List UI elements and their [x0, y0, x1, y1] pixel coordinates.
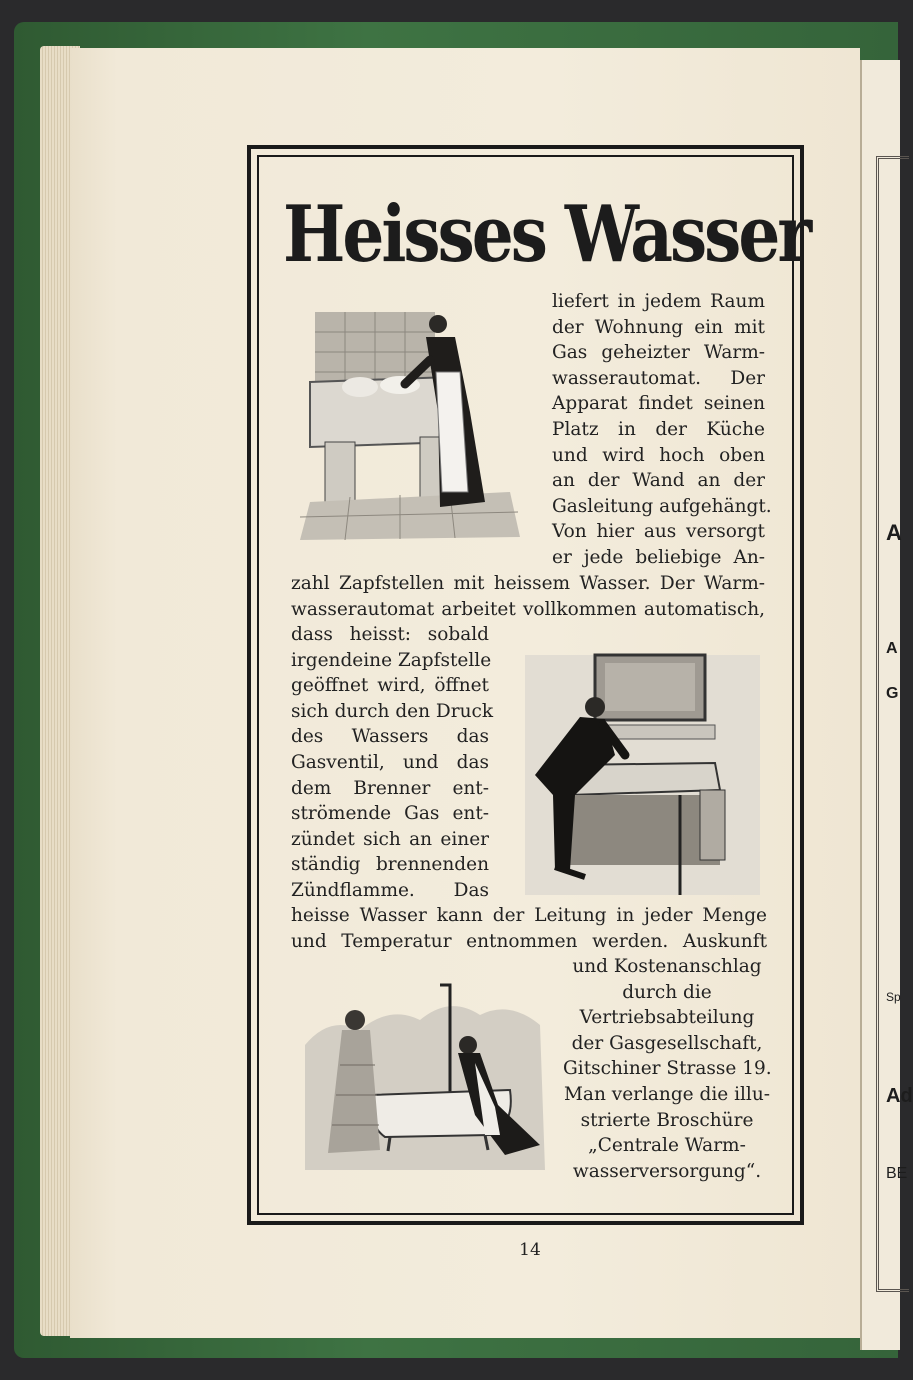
text-line: an der Wand an der: [552, 470, 765, 492]
facing-page-border: [876, 156, 909, 1292]
text-line: heisse Wasser kann der Leitung in jeder Menge: [291, 905, 767, 926]
text-line: ständig brennenden: [291, 854, 489, 876]
facing-page-letter: Ad: [886, 1085, 913, 1107]
text-line: zahl Zapfstellen mit heissem Wasser. Der Warm-: [291, 573, 765, 594]
facing-page-letter: A: [886, 640, 898, 657]
text-line: er jede beliebige An-: [552, 546, 765, 568]
facing-page-letter: G: [886, 685, 899, 702]
text-line: Von hier aus versorgt: [552, 521, 765, 543]
text-line: Gasventil, und das: [291, 751, 489, 773]
bathtub-illustration: [300, 985, 548, 1175]
text-line: und Temperatur entnommen werden. Auskunft: [291, 930, 767, 952]
facing-page-letter: A: [886, 520, 902, 545]
text-block-mechanism: [291, 622, 494, 904]
text-line: wasserautomat. Der: [552, 367, 765, 389]
text-line: Vertriebsabteilung: [579, 1007, 755, 1029]
text-line: der Wohnung ein mit: [552, 316, 765, 338]
text-line: dass heisst: sobald: [291, 624, 489, 645]
text-block-full-width-2: [291, 903, 767, 954]
text-line: Platz in der Küche: [552, 418, 765, 440]
text-line: liefert in jedem Raum: [552, 291, 765, 312]
text-line: Zündflamme. Das: [291, 879, 489, 901]
text-line: zündet sich an einer: [291, 828, 489, 850]
text-line: irgendeine Zapfstelle: [291, 649, 492, 671]
text-block-contact: [563, 954, 771, 1184]
text-line: sich durch den Druck: [291, 700, 494, 722]
text-line: strömende Gas ent-: [291, 803, 489, 825]
text-line: Gitschiner Strasse 19.: [563, 1058, 772, 1080]
text-line: dem Brenner ent-: [291, 777, 489, 799]
text-line: Gasleitung aufgehängt.: [552, 495, 772, 517]
text-line: Man verlange die illu-: [563, 1083, 771, 1105]
facing-page: [860, 60, 900, 1350]
text-line: und Kostenanschlag: [572, 956, 762, 977]
facing-page-letter: Sp: [886, 990, 901, 1004]
text-line: strierte Broschüre: [580, 1109, 754, 1131]
text-line: wasserautomat arbeitet vollkommen automatisch,: [291, 598, 765, 620]
text-line: durch die: [622, 981, 712, 1003]
text-block-full-width-1: [291, 571, 765, 622]
text-line: Gas geheizter Warm-: [552, 342, 765, 364]
text-line: Apparat findet seinen: [552, 393, 765, 415]
facing-page-letter: BE: [886, 1165, 908, 1182]
text-line: „Centrale Warm-: [588, 1135, 746, 1157]
washbasin-illustration: [515, 645, 770, 900]
text-line: wasserversorgung“.: [572, 1160, 762, 1182]
text-line: geöffnet wird, öffnet: [291, 675, 489, 697]
text-block-intro: [552, 289, 772, 571]
kitchen-sink-illustration: [290, 302, 530, 542]
text-line: und wird hoch oben: [552, 444, 765, 466]
text-line: des Wassers das: [291, 726, 489, 748]
advertisement-headline: Heisses Wasser: [283, 188, 810, 281]
page-number: 14: [519, 1240, 541, 1260]
text-line: der Gasgesellschaft,: [571, 1032, 763, 1054]
